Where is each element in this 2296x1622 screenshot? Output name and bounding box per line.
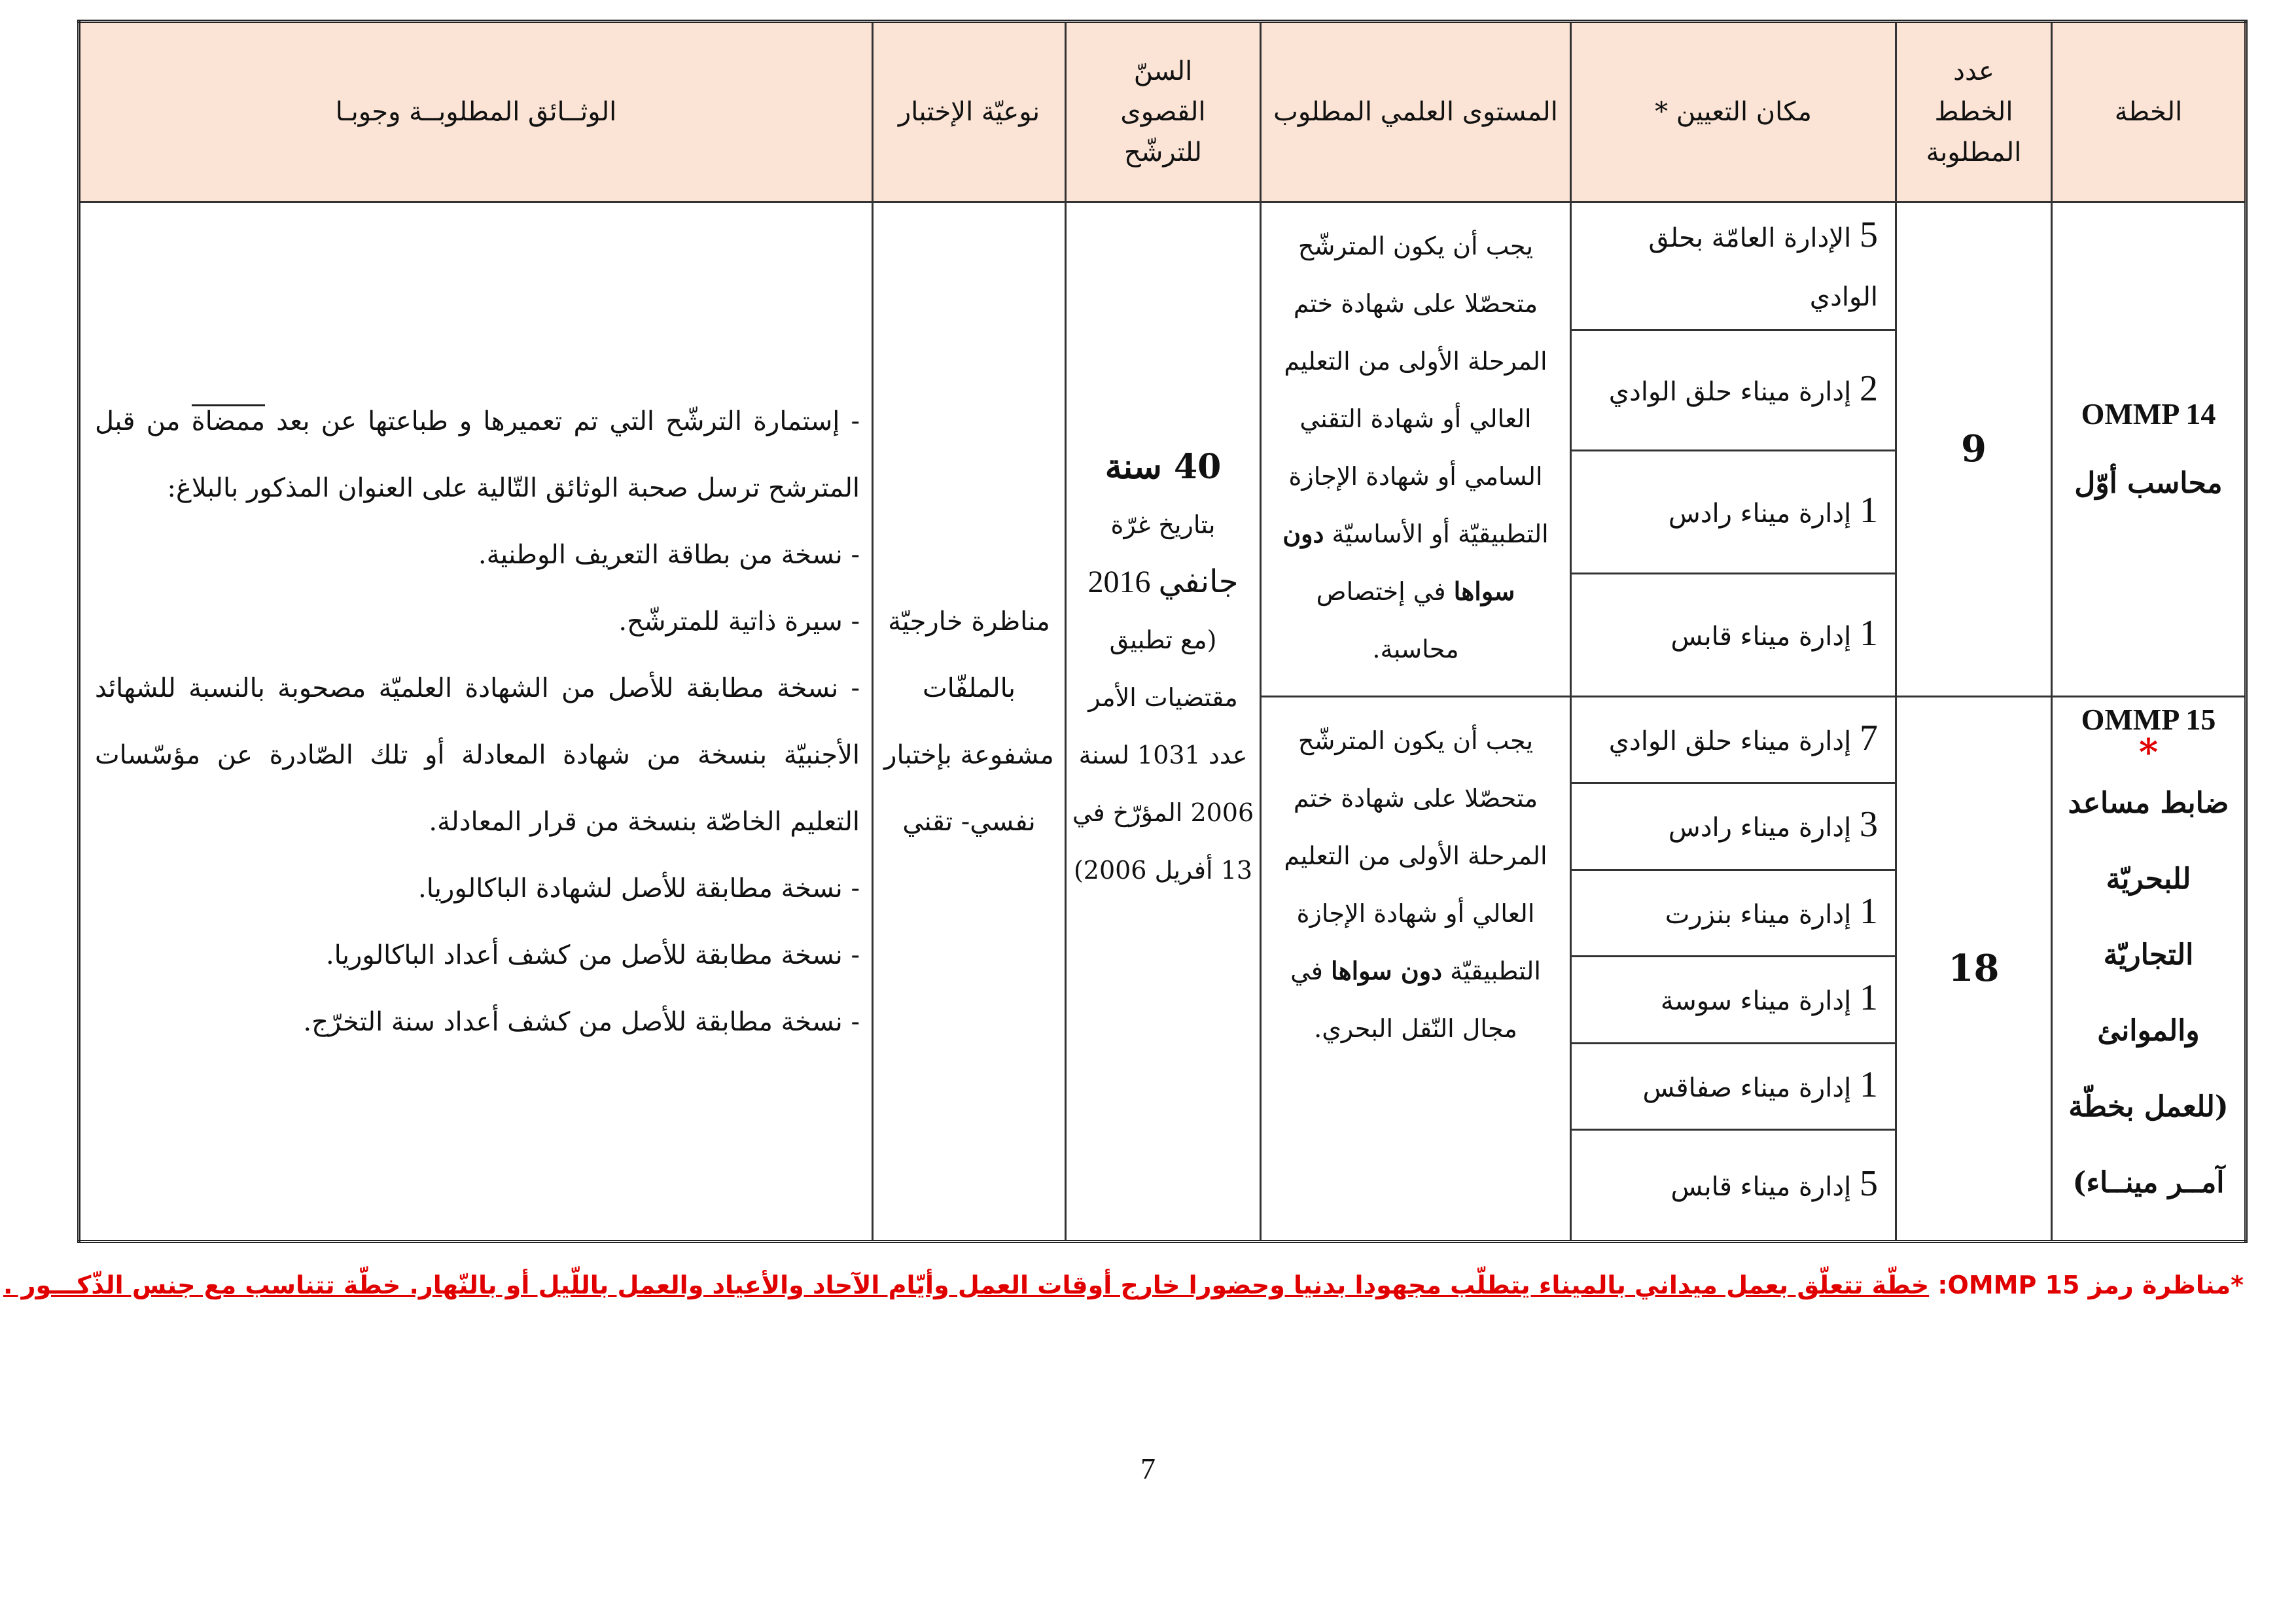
level-emphasis: دون سواها xyxy=(1331,955,1443,985)
docs-intro xyxy=(95,388,860,521)
place-cell xyxy=(1571,870,1896,957)
place-count: 7 xyxy=(1860,717,1878,758)
age-date-line1: بتاريخ غرّة xyxy=(1110,510,1216,539)
place-count: 2 xyxy=(1860,368,1878,410)
level-text: يجب أن يكون المترشّح متحصّلا على شهادة ختم المرحلة الأولى من التعليم العالي أو شهادة الإجازة التطبيقيّة xyxy=(1284,726,1547,985)
table-row xyxy=(79,202,2246,330)
plan-cell-ommp14 xyxy=(2052,202,2246,697)
header-row xyxy=(79,22,2246,202)
level-text: يجب أن يكون المترشّح متحصّلا على شهادة ختم المرحلة الأولى من التعليم العالي أو شهادة التقني السامي أو شهادة الإجازة التطبيقيّة أو الأساسيّة xyxy=(1284,232,1549,548)
place-label: إدارة ميناء قابس xyxy=(1670,1172,1852,1203)
plan-code: OMMP 15 xyxy=(2081,702,2216,736)
place-label: إدارة ميناء بنزرت xyxy=(1665,899,1852,930)
plan-code: OMMP 14 xyxy=(2081,397,2216,431)
docs-intro-text: - إستمارة الترشّح التي تم تعميرها و طباعتها عن بعد xyxy=(276,406,860,436)
footnote-prefix: *مناظرة رمز OMMP 15: xyxy=(1937,1271,2244,1299)
doc-item: - نسخة من بطاقة التعريف الوطنية. xyxy=(478,539,860,570)
header-docs: الوثــائق المطلوبــة وجوبـا xyxy=(79,22,873,202)
header-plan: الخطة xyxy=(2052,22,2246,202)
plan-cell-ommp15 xyxy=(2052,696,2246,1241)
plan-title: محاسب أوّل xyxy=(2074,467,2223,501)
header-exam: نوعيّة الإختبار xyxy=(873,22,1066,202)
footnote xyxy=(3,1271,2244,1299)
header-count: عدد الخطط المطلوبة xyxy=(1896,22,2052,202)
place-cell xyxy=(1571,202,1896,330)
place-cell xyxy=(1571,696,1896,783)
requirements-table xyxy=(77,20,2248,1243)
place-cell xyxy=(1571,1043,1896,1130)
footnote-star: * xyxy=(2138,730,2159,774)
docs-signed-word: ممضاة xyxy=(192,404,265,436)
place-count: 1 xyxy=(1860,490,1878,531)
place-cell xyxy=(1571,957,1896,1044)
level-cell xyxy=(1261,696,1571,1241)
age-cell xyxy=(1066,202,1261,1242)
place-label: إدارة ميناء سوسة xyxy=(1660,986,1852,1017)
place-cell xyxy=(1571,451,1896,574)
doc-item: - سيرة ذاتية للمترشّح. xyxy=(618,606,860,637)
place-cell xyxy=(1571,783,1896,870)
place-label: إدارة ميناء صفاقس xyxy=(1642,1072,1852,1103)
place-label: إدارة ميناء رادس xyxy=(1668,499,1852,529)
header-place: مكان التعيين * xyxy=(1571,22,1896,202)
place-label: إدارة ميناء حلق الوادي xyxy=(1608,726,1852,756)
place-label: الإدارة العامّة بحلق الوادي xyxy=(1648,222,1878,312)
place-count: 1 xyxy=(1860,978,1878,1019)
level-emphasis: دون سواها xyxy=(1282,519,1515,606)
plan-title: ضابط مساعد للبحريّة التجاريّة والموانئ (للعمل بخطّة آمــر مينــاء) xyxy=(2068,786,2229,1199)
age-note: (مع تطبيق مقتضيات الأمر عدد 1031 لسنة 2006 المؤرّخ في 13 أفريل 2006) xyxy=(1072,626,1254,885)
place-count: 5 xyxy=(1860,1163,1878,1205)
doc-item: - نسخة مطابقة للأصل من كشف أعداد الباكالوريا. xyxy=(325,940,860,970)
place-cell xyxy=(1571,330,1896,450)
level-text-end: في إختصاص محاسبة. xyxy=(1316,577,1459,663)
level-text-end: في مجال النّقل البحري. xyxy=(1290,956,1517,1043)
docs-cell xyxy=(79,202,873,1242)
header-level: المستوى العلمي المطلوب xyxy=(1261,22,1571,202)
place-label: إدارة ميناء قابس xyxy=(1670,621,1852,652)
count-cell: 9 xyxy=(1896,202,2052,697)
footnote-text: خطّة تتعلّق بعمل ميداني بالميناء يتطلّب مجهودا بدنيا وحضورا خارج أوقات العمل وأيّام الآحاد والأعياد والعمل باللّيل أو بالنّهار. خطّة تتناسب مع جنس الذّكـــور . xyxy=(3,1271,1930,1299)
place-count: 3 xyxy=(1860,804,1878,845)
exam-cell: مناظرة خارجيّة بالملفّات مشفوعة بإختبار نفسي- تقني xyxy=(873,202,1066,1242)
place-count: 5 xyxy=(1860,214,1878,255)
doc-item: - نسخة مطابقة للأصل من الشهادة العلميّة مصحوبة بالنسبة للشهائد الأجنبيّة بنسخة من شهادة المعادلة أو تلك الصّادرة عن مؤسّسات التعليم الخاصّة بنسخة من قرار المعادلة. xyxy=(95,673,860,837)
place-count: 1 xyxy=(1860,612,1878,654)
place-count: 1 xyxy=(1860,890,1878,932)
age-value: 40 سنة xyxy=(1104,447,1222,487)
age-date-line2: جانفي 2016 xyxy=(1087,565,1239,599)
level-cell xyxy=(1261,202,1571,697)
page-number: 7 xyxy=(1140,1452,1156,1485)
docs-intro-text-end: من قبل المترشح ترسل صحبة الوثائق التّالية على العنوان المذكور بالبلاغ: xyxy=(95,406,860,503)
count-cell: 18 xyxy=(1896,696,2052,1241)
place-cell xyxy=(1571,573,1896,696)
place-count: 1 xyxy=(1860,1064,1878,1105)
place-label: إدارة ميناء حلق الوادي xyxy=(1608,377,1852,408)
place-cell xyxy=(1571,1130,1896,1242)
doc-item: - نسخة مطابقة للأصل من كشف أعداد سنة التخرّج. xyxy=(303,1006,860,1037)
doc-item: - نسخة مطابقة للأصل لشهادة الباكالوريا. xyxy=(418,873,860,904)
place-label: إدارة ميناء رادس xyxy=(1668,813,1852,843)
header-age: السنّ القصوى للترشّح xyxy=(1066,22,1261,202)
